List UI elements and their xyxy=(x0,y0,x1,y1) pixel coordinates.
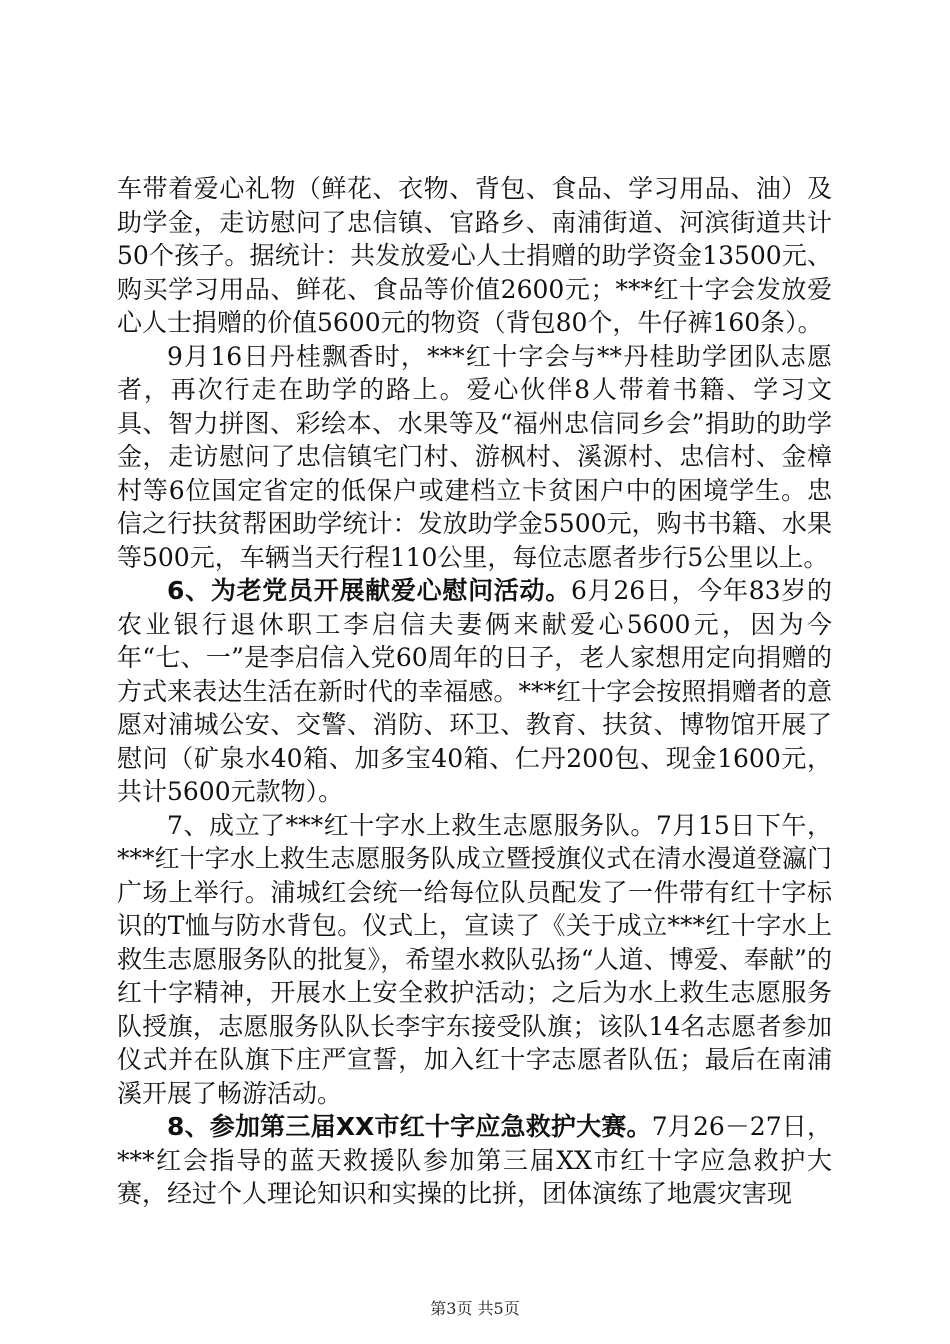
page-footer xyxy=(0,1296,950,1319)
paragraph-3 xyxy=(117,574,832,809)
paragraph-5-text: 7月26－27日，***红会指导的蓝天救援队参加第三届XX市红十字应急救护大赛，经过个人理论知识和实操的比拼，团体演练了地震灾害现 xyxy=(117,1112,833,1208)
document-body xyxy=(117,172,832,1211)
section-6-heading: 6、为老党员开展献爱心慰问活动。 xyxy=(167,576,571,605)
paragraph-3-text: 6月26日，今年83岁的农业银行退休职工李启信夫妻俩来献爱心5600元，因为今年“七、一”是李启信入党60周年的日子，老人家想用定向捐赠的方式来表达生活在新时代的幸福感。***红十字会按照捐赠者的意愿对浦城公安、交警、消防、环卫、教育、扶贫、博物馆开展了慰问（矿泉水40箱、加多宝40箱、仁丹200包、现金1600元，共计5600元款物）。 xyxy=(117,576,833,806)
paragraph-4-text: 7、成立了***红十字水上救生志愿服务队。7月15日下午，***红十字水上救生志愿服务队成立暨授旗仪式在清水漫道登瀛门广场上举行。浦城红会统一给每位队员配发了一件带有红十字标识的T恤与防水背包。仪式上，宣读了《关于成立***红十字水上救生志愿服务队的批复》，希望水救队弘扬“人道、博爱、奉献”的红十字精神，开展水上安全救护活动；之后为水上救生志愿服务队授旗，志愿服务队队长李宇东接受队旗；该队14名志愿者参加仪式并在队旗下庄严宣誓，加入红十字志愿者队伍；最后在南浦溪开展了畅游活动。 xyxy=(117,810,832,1108)
paragraph-5 xyxy=(117,1110,832,1211)
paragraph-2 xyxy=(117,340,832,575)
paragraph-2-text: 9月16日丹桂飘香时，***红十字会与**丹桂助学团队志愿者，再次行走在助学的路上。爱心伙伴8人带着书籍、学习文具、智力拼图、彩绘本、水果等及“福州忠信同乡会”捐助的助学金，走访慰问了忠信镇宅门村、游枫村、溪源村、忠信村、金樟村等6位国定省定的低保户或建档立卡贫困户中的困境学生。忠信之行扶贫帮困助学统计：发放助学金5500元，购书书籍、水果等500元，车辆当天行程110公里，每位志愿者步行5公里以上。 xyxy=(117,341,832,572)
section-8-heading: 8、参加第三届XX市红十字应急救护大赛。 xyxy=(167,1112,652,1141)
paragraph-4 xyxy=(117,809,832,1111)
page-number-label: 第3页 共5页 xyxy=(430,1299,520,1318)
paragraph-1 xyxy=(117,172,832,340)
paragraph-1-text: 车带着爱心礼物（鲜花、衣物、背包、食品、学习用品、油）及助学金，走访慰问了忠信镇、官路乡、南浦街道、河滨街道共计50个孩子。据统计：共发放爱心人士捐赠的助学资金13500元、购买学习用品、鲜花、食品等价值2600元；***红十字会发放爱心人士捐赠的价值5600元的物资（背包80个，牛仔裤160条）。 xyxy=(117,174,832,337)
